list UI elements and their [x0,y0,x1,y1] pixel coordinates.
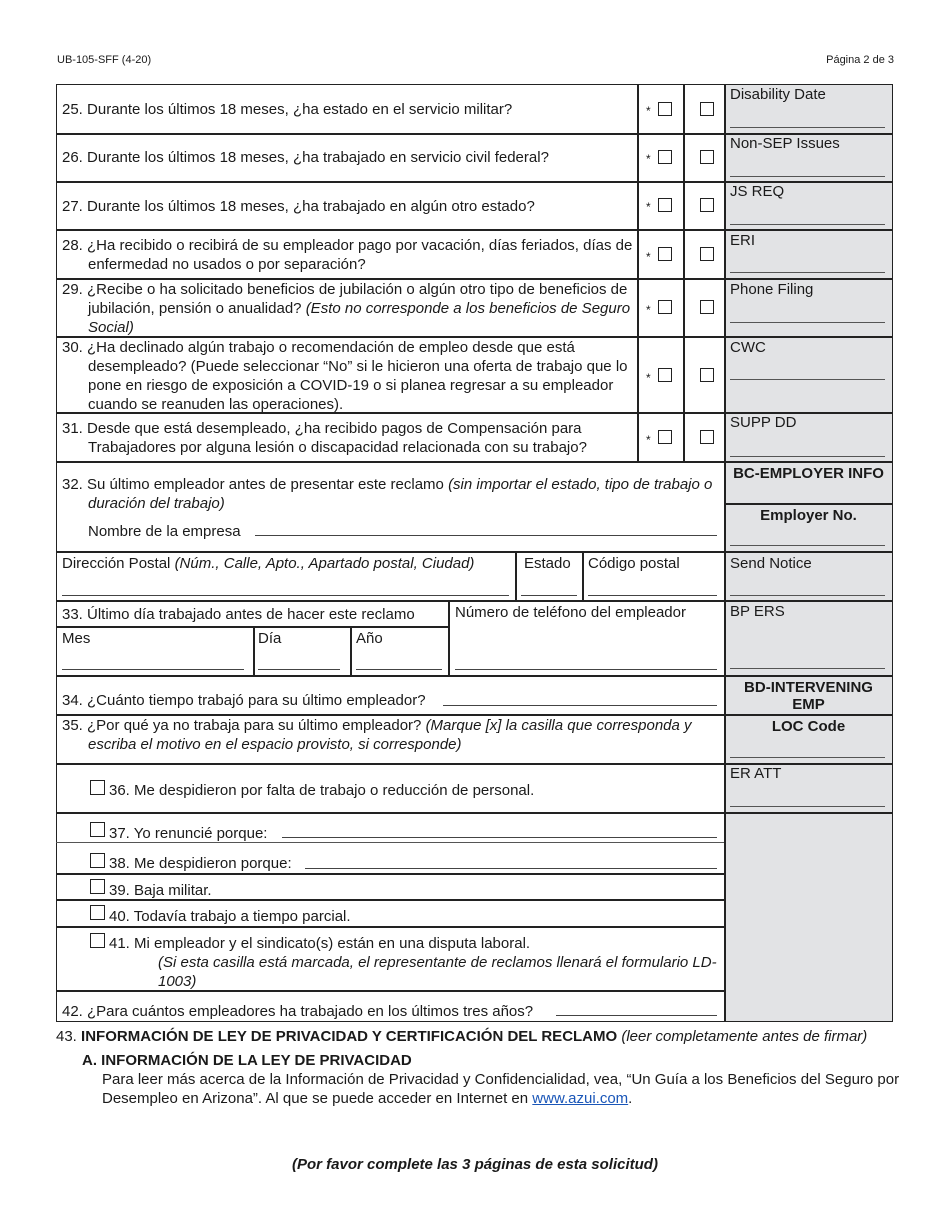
question-28 [62,236,634,274]
question-29 [62,280,634,337]
required-star: * [646,152,651,166]
q39-checkbox[interactable] [90,879,105,894]
address-label: Dirección Postal (Núm., Calle, Apto., Apartado postal, Ciudad) [62,555,475,572]
q28-no-checkbox[interactable] [700,247,714,261]
q26-no-checkbox[interactable] [700,150,714,164]
q29-yes-checkbox[interactable] [658,300,672,314]
supp-dd-label: SUPP DD [730,414,797,431]
question-30 [62,338,634,414]
q25-yes-checkbox[interactable] [658,102,672,116]
zip-field[interactable] [588,595,717,596]
eri-label: ERI [730,232,756,249]
question-29-text: 29. ¿Recibe o ha solicitado beneficios de jubilación o algún otro tipo de beneficios de jubilación, pensión o anualidad? [62,281,628,317]
month-field[interactable] [62,669,244,670]
q40-checkbox[interactable] [90,905,105,920]
question-32-note: (sin importar el estado, tipo de trabajo o duración del trabajo) [88,476,713,512]
bd-intervening-emp-label: BD-INTERVENING EMP [744,679,873,713]
q25-no-checkbox[interactable] [700,102,714,116]
required-star: * [646,303,651,317]
non-sep-issues-label: Non-SEP Issues [730,135,840,152]
required-star: * [646,433,651,447]
er-att-label: ER ATT [730,765,782,782]
day-label: Día [258,630,282,647]
year-label: Año [356,630,383,647]
required-star: * [646,200,651,214]
state-field[interactable] [521,595,577,596]
required-star: * [646,104,651,118]
q28-yes-checkbox[interactable] [658,247,672,261]
q30-no-checkbox[interactable] [700,368,714,382]
q37-checkbox[interactable] [90,822,105,837]
question-35-text: 35. ¿Por qué ya no trabaja para su último empleador? [62,717,422,734]
js-req-label: JS REQ [730,183,785,200]
azui-link[interactable]: www.azui.com [532,1090,629,1107]
question-35 [62,716,720,754]
loc-code-label: LOC Code [771,718,846,735]
q31-no-checkbox[interactable] [700,430,714,444]
required-star: * [646,371,651,385]
question-32-text: 32. Su último empleador antes de presentar este reclamo [62,476,444,493]
day-field[interactable] [258,669,340,670]
page-number: Página 2 de 3 [826,54,894,66]
company-name-field[interactable] [255,535,717,536]
state-label: Estado [524,555,571,572]
privacy-text: Para leer más acerca de la Información de Privacidad y Confidencialidad, vea, “Un Guía a los Beneficios del Seguro por Desempleo en Arizona”. Al que se puede acceder en Internet en www.azui.com. [102,1071,900,1107]
send-notice-label: Send Notice [730,555,812,572]
cwc-label: CWC [730,339,766,356]
question-41: 41. Mi empleador y el sindicato(s) están en una disputa laboral. [109,935,531,952]
footer-note: (Por favor complete las 3 páginas de esta solicitud) [292,1156,658,1173]
q27-no-checkbox[interactable] [700,198,714,212]
question-29-note: (Esto no corresponde a los beneficios de Seguro Social) [88,300,631,336]
employer-no-label: Employer No. [760,507,857,524]
q36-checkbox[interactable] [90,780,105,795]
question-37: 37. Yo renuncié porque: [109,825,268,842]
question-28-text: 28. ¿Ha recibido o recibirá de su empleador pago por vacación, días feriados, días de enfermedad no usados o por separación? [62,237,633,273]
question-39: 39. Baja militar. [109,882,212,899]
disability-date-label: Disability Date [730,86,826,103]
question-42: 42. ¿Para cuántos empleadores ha trabajado en los últimos tres años? [62,1003,534,1020]
question-41-note: (Si esta casilla está marcada, el representante de reclamos llenará el formulario LD-1003) [158,954,717,990]
question-26: 26. Durante los últimos 18 meses, ¿ha trabajado en servicio civil federal? [62,149,549,166]
form-id: UB-105-SFF (4-20) [57,54,152,66]
employer-phone-label: Número de teléfono del empleador [455,604,686,621]
question-34: 34. ¿Cuánto tiempo trabajó para su último empleador? [62,692,426,709]
question-35-note: (Marque [x] la casilla que corresponda y escriba el motivo en el espacio provisto, si corresponde) [88,717,692,753]
q38-reason-field[interactable] [305,868,717,869]
employer-count-field[interactable] [556,1015,717,1016]
q37-reason-field[interactable] [282,837,717,838]
address-field[interactable] [62,595,509,596]
year-field[interactable] [356,669,442,670]
q27-yes-checkbox[interactable] [658,198,672,212]
phone-filing-label: Phone Filing [730,281,814,298]
q38-checkbox[interactable] [90,853,105,868]
q29-no-checkbox[interactable] [700,300,714,314]
privacy-section-title: 43. INFORMACIÓN DE LEY DE PRIVACIDAD Y CERTIFICACIÓN DEL RECLAMO (leer completamente antes de firmar) [56,1028,868,1045]
question-30-text: 30. ¿Ha declinado algún trabajo o recomendación de empleo desde que está desempleado? (Puede seleccionar “No” si le hicieron una oferta de trabajo que lo pone en riesgo de exposición a COVID-19 o si planea regresar a su empleador cuando se reanuden las operaciones). [62,339,628,413]
question-31 [62,419,634,457]
question-40: 40. Todavía trabajo a tiempo parcial. [109,908,351,925]
question-27: 27. Durante los últimos 18 meses, ¿ha trabajado en algún otro estado? [62,198,535,215]
privacy-subtitle: A. INFORMACIÓN DE LA LEY DE PRIVACIDAD [82,1052,412,1069]
month-label: Mes [62,630,91,647]
question-31-text: 31. Desde que está desempleado, ¿ha recibido pagos de Compensación para Trabajadores por alguna lesión o discapacidad relacionada con su trabajo? [62,420,587,456]
company-name-label: Nombre de la empresa [88,523,241,540]
question-36: 36. Me despidieron por falta de trabajo o reducción de personal. [109,782,535,799]
question-25: 25. Durante los últimos 18 meses, ¿ha estado en el servicio militar? [62,101,513,118]
question-33: 33. Último día trabajado antes de hacer este reclamo [62,606,415,623]
employment-length-field[interactable] [443,705,717,706]
required-star: * [646,250,651,264]
question-38: 38. Me despidieron porque: [109,855,292,872]
q41-checkbox[interactable] [90,933,105,948]
q31-yes-checkbox[interactable] [658,430,672,444]
q26-yes-checkbox[interactable] [658,150,672,164]
zip-label: Código postal [588,555,680,572]
bc-employer-info-label: BC-EMPLOYER INFO [733,465,884,482]
question-32 [62,475,717,513]
employer-phone-field[interactable] [455,669,717,670]
bp-ers-label: BP ERS [730,603,785,620]
q30-yes-checkbox[interactable] [658,368,672,382]
